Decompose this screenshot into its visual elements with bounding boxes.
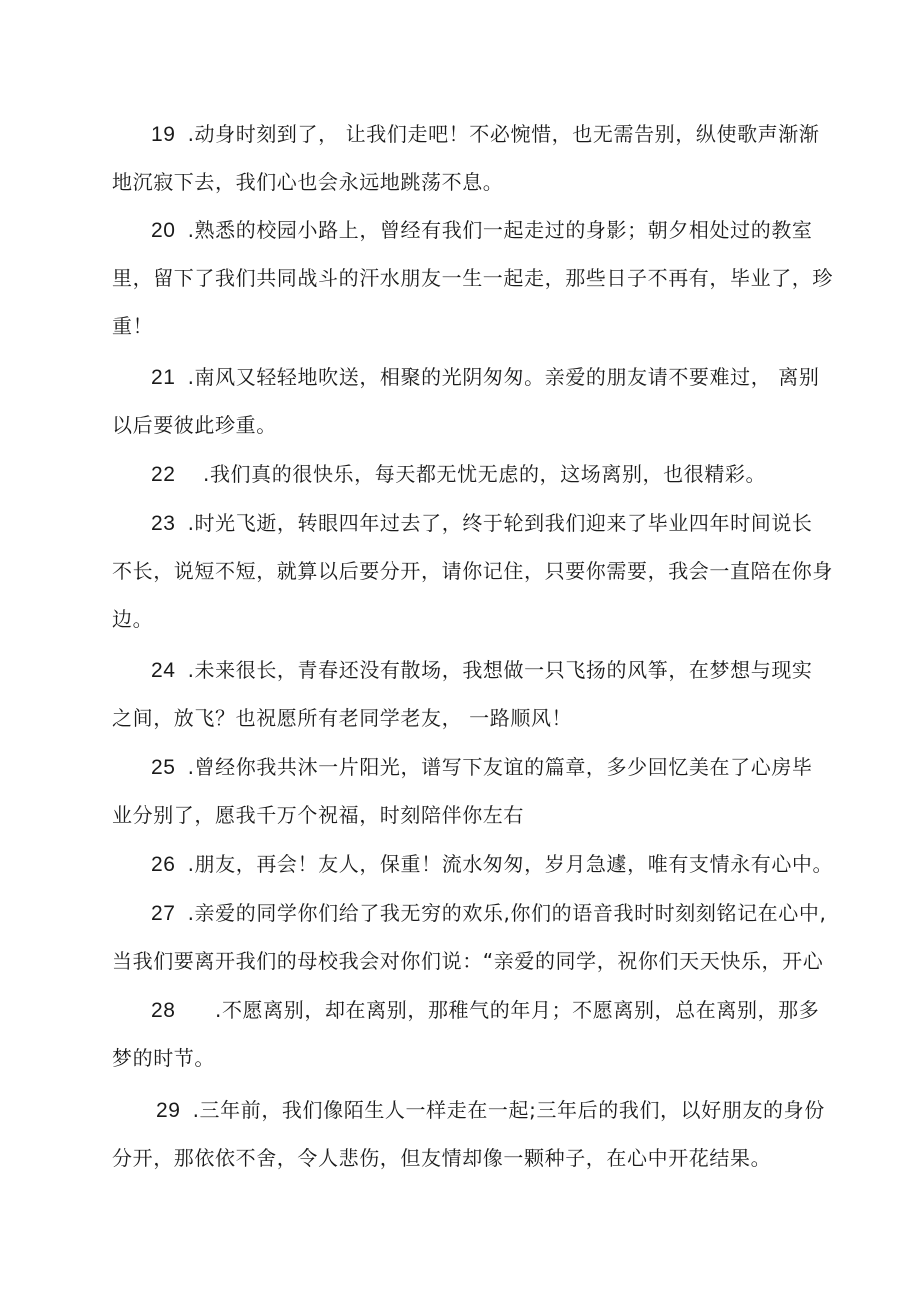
- entry-19: [112, 110, 820, 206]
- entry-first-line: .朋友，再会！友人，保重！流水匆匆，岁月急遽，唯有支情永有心中。: [187, 852, 834, 876]
- entry-line: 地沉寂下去，我们心也会永远地跳荡不息。: [112, 170, 504, 194]
- entry-27: [112, 889, 827, 985]
- entry-number: 25: [151, 756, 176, 779]
- entry-20: [112, 206, 833, 350]
- entry-first-line: .南风又轻轻地吹送，相聚的光阴匆匆。亲爱的朋友请不要难过， 离别: [187, 365, 820, 389]
- entry-number: 26: [151, 853, 176, 876]
- entry-number: 19: [151, 123, 176, 146]
- entry-number: 28: [151, 999, 176, 1022]
- entry-line: 重！: [112, 314, 154, 338]
- entry-number: 24: [151, 659, 176, 682]
- entry-21: [112, 353, 820, 449]
- entry-first-line: .亲爱的同学你们给了我无穷的欢乐,你们的语音我时时刻刻铭记在心中,: [187, 901, 827, 925]
- entry-25: [112, 743, 812, 839]
- entry-22: [112, 450, 812, 498]
- entry-number: 21: [151, 366, 176, 389]
- entry-first-line: .三年前，我们像陌生人一样走在一起;三年后的我们，以好朋友的身份: [192, 1098, 825, 1122]
- entry-24: [112, 646, 812, 742]
- entry-28: [112, 986, 820, 1082]
- entry-first-line: .熟悉的校园小路上，曾经有我们一起走过的身影；朝夕相处过的教室: [187, 218, 813, 242]
- entry-line: 里，留下了我们共同战斗的汗水朋友一生一起走，那些日子不再有，毕业了，珍: [112, 266, 833, 290]
- entry-29: [112, 1086, 825, 1182]
- entry-first-line: .曾经你我共沐一片阳光，谱写下友谊的篇章，多少回忆美在了心房毕: [187, 755, 813, 779]
- entry-first-line: .时光飞逝，转眼四年过去了，终于轮到我们迎来了毕业四年时间说长: [187, 511, 813, 535]
- entry-number: 29: [156, 1099, 181, 1122]
- entry-line: 梦的时节。: [112, 1046, 215, 1070]
- entry-first-line: .动身时刻到了， 让我们走吧！不必惋惜，也无需告别，纵使歌声渐渐: [187, 122, 820, 146]
- entry-line: 业分别了，愿我千万个祝福，时刻陪伴你左右: [112, 803, 524, 827]
- entry-line: 之间，放飞？也祝愿所有老同学老友， 一路顺风！: [112, 706, 573, 730]
- entry-number: 23: [151, 512, 176, 535]
- entry-26: [112, 840, 834, 888]
- entry-23: [112, 499, 833, 643]
- entry-line: 以后要彼此珍重。: [112, 413, 277, 437]
- entry-first-line: .我们真的很快乐，每天都无忧无虑的，这场离别，也很精彩。: [203, 462, 767, 486]
- entry-number: 27: [151, 902, 176, 925]
- entry-line: 当我们要离开我们的母校我会对你们说：“亲爱的同学，祝你们天天快乐，开心: [112, 949, 824, 973]
- entry-line: 不长，说短不短，就算以后要分开，请你记住，只要你需要，我会一直陪在你身: [112, 559, 833, 583]
- entry-number: 22: [151, 463, 176, 486]
- entry-line: 分开，那依依不舍，令人悲伤，但友情却像一颗种子，在心中开花结果。: [112, 1146, 772, 1170]
- entry-first-line: .未来很长，青春还没有散场，我想做一只飞扬的风筝，在梦想与现实: [187, 658, 813, 682]
- entry-number: 20: [151, 219, 176, 242]
- entry-line: 边。: [112, 607, 154, 631]
- entry-first-line: .不愿离别，却在离别，那稚气的年月；不愿离别，总在离别，那多: [215, 998, 820, 1022]
